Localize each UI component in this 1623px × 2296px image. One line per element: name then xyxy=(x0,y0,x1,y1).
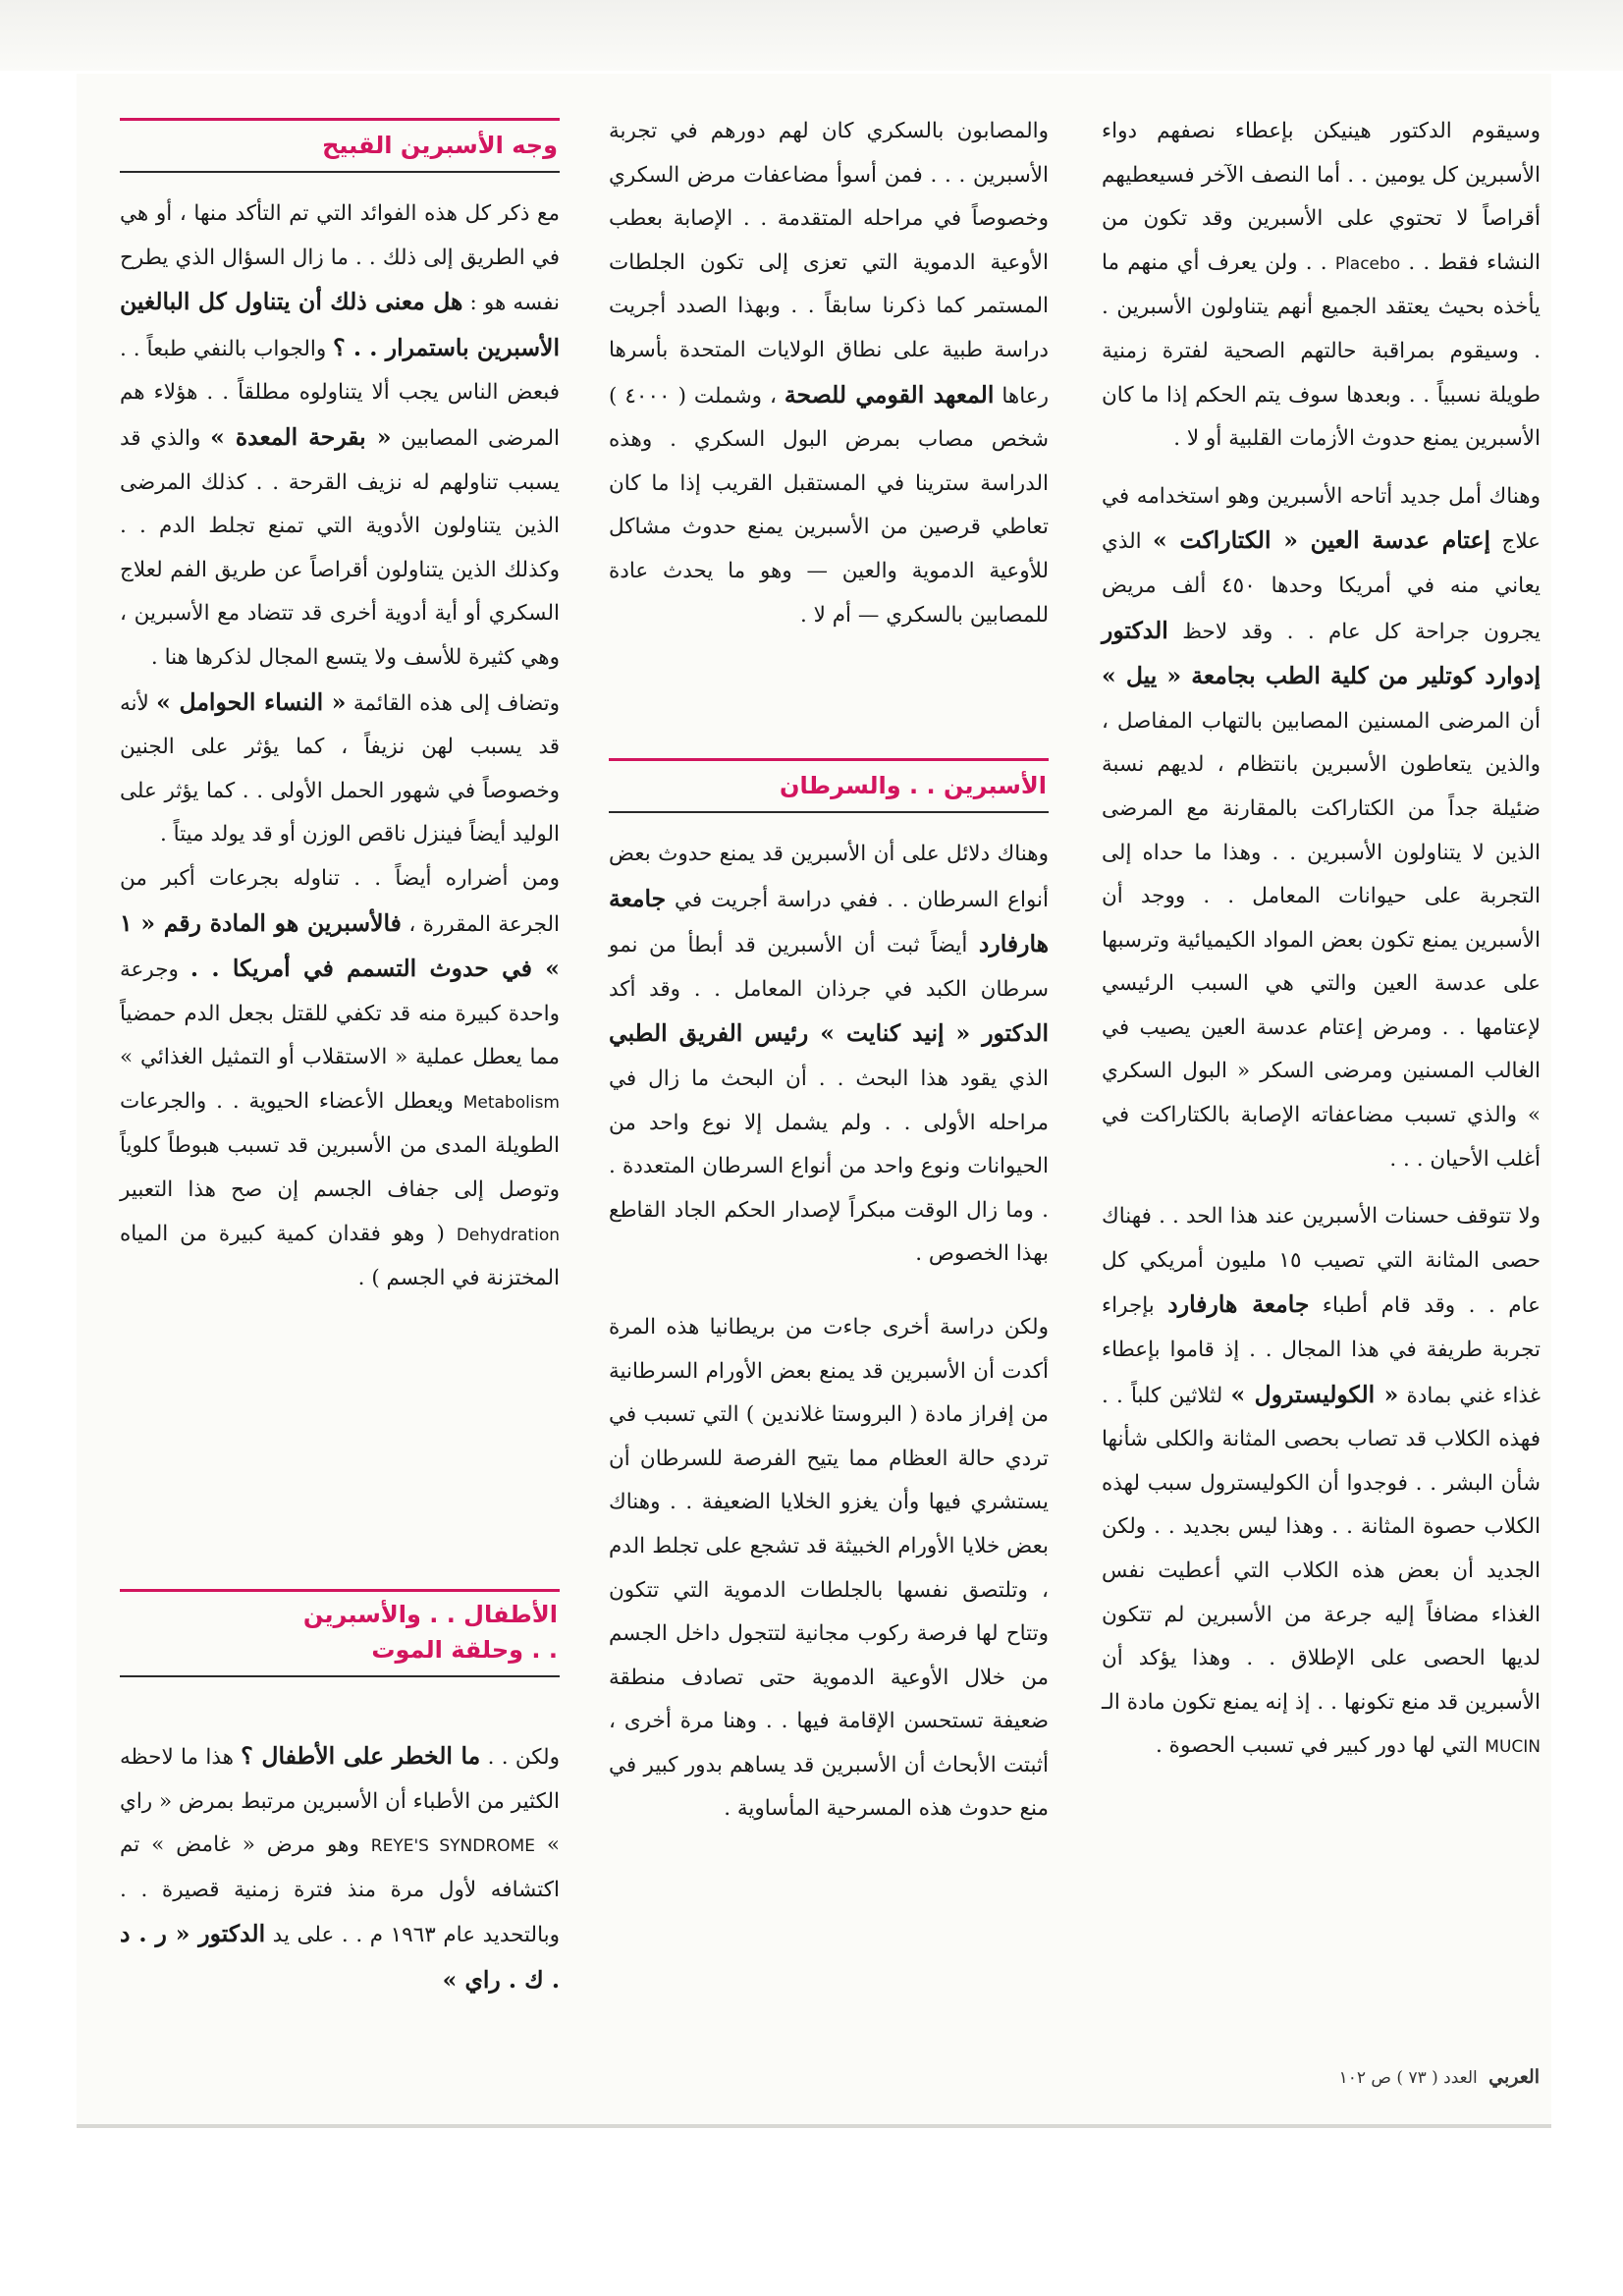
emphasis: الدكتور « إنيد كنايت » رئيس الفريق الطبي xyxy=(609,1019,1049,1048)
emphasis: « بقرحة المعدة » xyxy=(210,422,392,451)
latin-term: Metabolism xyxy=(462,1092,560,1113)
article-column-right xyxy=(1102,110,1541,1770)
emphasis: ما الخطر على الأطفال ؟ xyxy=(241,1742,481,1770)
article-column-middle-lower xyxy=(609,833,1049,1831)
page-footer xyxy=(1257,2066,1540,2088)
paragraph: وسيقوم الدكتور هينيكن بإعطاء نصفهم دواء الأسبرين كل يومين . . أما النصف الآخر فسيعطيهم أقراصاً لا تحتوي على الأسبرين وقد تكون من النشاء فقط . . Placebo . . ولن يعرف أي منهم ما يأخذه بحيث يعتقد الجميع أنهم يتناولون الأسبرين . . وسيقوم بمراقبة حالتهم الصحية لفترة زمنية طويلة نسبياً . . وبعدها سوف يتم الحكم إذا ما كان الأسبرين يمنع حدوث الأزمات القلبية أو لا . xyxy=(1102,119,1541,452)
heading-line: . . وحلقة الموت xyxy=(371,1636,558,1664)
issue-page-number: العدد ( ٧٣ ) ص ١٠٢ xyxy=(1338,2068,1478,2088)
emphasis: جامعة هارفارد xyxy=(1167,1290,1310,1319)
paragraph: والمصابون بالسكري كان لهم دورهم في تجربة الأسبرين . . . فمن أسوأ مضاعفات مرض السكري وخصوصاً في مراحله المتقدمة . . الإصابة بعطب الأوعية الدموية التي تعزى إلى تكون الجلطات المستمر كما ذكرنا سابقاً . . وبهذا الصدد أجريت دراسة طبية على نطاق الولايات المتحدة بأسرها رعاها المعهد القومي للصحة ، وشملت ( ٤٠٠٠ ) شخص مصاب بمرض البول السكري . وهذه الدراسة سترينا في المستقبل القريب إذا ما كان تعاطي قرصين من الأسبرين يمنع حدوث مشاكل للأوعية الدموية والعين — وهو ما يحدث عادة للمصابين بالسكري — أم لا . xyxy=(609,119,1050,628)
section-rule-bottom xyxy=(609,811,1049,813)
section-heading-ugly-face: وجه الأسبرين القبيح xyxy=(322,132,558,159)
article-column-left-lower xyxy=(120,1734,560,2004)
section-heading-cancer: الأسبرين . . والسرطان xyxy=(780,772,1047,799)
section-heading-children xyxy=(120,1597,558,1667)
section-rule-top xyxy=(609,758,1049,761)
paragraph: وهناك دلائل على أن الأسبرين قد يمنع حدوث بعض أنواع السرطان . . ففي دراسة أجريت في جامعة هارفارد أيضاً ثبت أن الأسبرين قد أبطأ من نمو سرطان الكبد في جرذان المعامل . . وقد أكد الدكتور « إنيد كنايت » رئيس الفريق الطبي الذي يقود هذا البحث . . أن البحث ما زال في مراحله الأولى . . ولم يشمل إلا نوع واحد من الحيوانات ونوع واحد من أنواع السرطان المتعددة . . وما زال الوقت مبكراً لإصدار الحكم الجاد القاطع بهذا الخصوص . xyxy=(609,842,1050,1267)
section-rule-top xyxy=(120,118,560,121)
emphasis: المعهد القومي للصحة xyxy=(784,380,995,409)
emphasis: الدكتور إدوارد كوتلير من كلية الطب بجامعة « ييل » xyxy=(1102,616,1541,690)
section-rule-bottom xyxy=(120,1675,560,1677)
paragraph: ومن أضراره أيضاً . . تناوله بجرعات أكبر من الجرعة المقررة ، فالأسبرين هو المادة رقم « ١ » في حدوث التسمم في أمريكا . . وجرعة واحدة كبيرة منه قد تكفي للقتل بجعل الدم حمضياً مما يعطل عملية « الاستقلاب أو التمثيل الغذائي » Metabolism ويعطل الأعضاء الحيوية . . والجرعات الطويلة المدى من الأسبرين قد تسبب هبوطاً كلوياً وتوصل إلى جفاف الجسم إن صح هذا التعبير Dehydration ( وهو فقدان كمية كبيرة من المياه المختزنة في الجسم ) . xyxy=(120,865,560,1291)
latin-term: MUCIN xyxy=(1485,1737,1541,1758)
emphasis: « الكوليسترول » xyxy=(1230,1380,1399,1408)
article-column-left xyxy=(120,192,560,1301)
section-rule-bottom xyxy=(120,171,560,173)
emphasis: إعتام عدسة العين « الكتاراكت » xyxy=(1153,526,1491,555)
emphasis: « النساء الحوامل » xyxy=(156,687,347,716)
latin-term: Dehydration xyxy=(456,1225,560,1245)
section-rule-top xyxy=(120,1589,560,1592)
heading-line: الأطفال . . والأسبرين xyxy=(302,1601,558,1628)
page-fold-bottom xyxy=(77,2124,1551,2128)
paragraph: وتضاف إلى هذه القائمة « النساء الحوامل » لأنه قد يسبب لهن نزيفاً ، كما يؤثر على الجنين وخصوصاً في شهور الحمل الأولى . . كما يؤثر على الوليد أيضاً فينزل ناقص الوزن أو قد يولد ميتاً . xyxy=(120,687,560,847)
paragraph: ولكن . . ما الخطر على الأطفال ؟ هذا ما لاحظه الكثير من الأطباء أن الأسبرين مرتبط بمرض « راي » REYE'S SYNDROME وهو مرض « غامض » تم اكتشافه لأول مرة منذ فترة زمنية قصيرة . . وبالتحديد عام ١٩٦٣ م . . على يد الدكتور « ر . د . ك . راي » xyxy=(120,1742,560,1994)
paragraph: مع ذكر كل هذه الفوائد التي تم التأكد منها ، أو هي في الطريق إلى ذلك . . ما زال السؤال الذي يطرح نفسه هو : هل معنى ذلك أن يتناول كل البالغين الأسبرين باستمرار . . ؟ والجواب بالنفي طبعاً . . فبعض الناس يجب ألا يتناولوه مطلقاً . . هؤلاء هم المرضى المصابين « بقرحة المعدة » والذي قد يسبب تناولهم له نزيف القرحة . . كذلك المرضى الذين يتناولون الأدوية التي تمنع تجلط الدم . . وكذلك الذين يتناولون أقراصاً عن طريق الفم لعلاج السكري أو أية أدوية أخرى قد تتضاد مع الأسبرين ، وهي كثيرة للأسف ولا يتسع المجال لذكرها هنا . xyxy=(120,201,560,670)
emphasis: هل معنى ذلك أن يتناول كل البالغين الأسبرين باستمرار . . ؟ xyxy=(120,288,560,361)
emphasis: جامعة هارفارد xyxy=(609,884,1049,958)
page-fold-top xyxy=(0,0,1623,71)
emphasis: فالأسبرين هو المادة رقم « ١ » في حدوث التسمم في أمريكا . . xyxy=(120,908,560,983)
paragraph: وهناك أمل جديد أتاحه الأسبرين وهو استخدامه في علاج إعتام عدسة العين « الكتاراكت » الذي يعاني منه في أمريكا وحدها ٤٥٠ ألف مريض يجرون جراحة كل عام . . وقد لاحظ الدكتور إدوارد كوتلير من كلية الطب بجامعة « ييل » أن المرضى المسنين المصابين بالتهاب المفاصل ، والذين يتعاطون الأسبرين بانتظام ، لديهم نسبة ضئيلة جداً من الكتاراكت بالمقارنة مع المرضى الذين لا يتناولون الأسبرين . . وهذا ما حداه إلى التجربة على حيوانات المعامل . . ووجد أن الأسبرين يمنع تكون بعض المواد الكيميائية وترسبها على عدسة العين والتي هي السبب الرئيسي لإعتامها . . ومرض إعتام عدسة العين يصيب في الغالب المسنين ومرضى السكر « البول السكري » والذي تسبب مضاعفاته الإصابة بالكتاراكت في أغلب الأحيان . . . xyxy=(1102,483,1541,1172)
paragraph: ولا تتوقف حسنات الأسبرين عند هذا الحد . . فهناك حصى المثانة التي تصيب ١٥ مليون أمريكي كل عام . . وقد قام أطباء جامعة هارفارد بإجراء تجربة طريفة في هذا المجال . . إذ قاموا بإعطاء غذاء غني بمادة « الكوليسترول » لثلاثين كلباً . . فهذه الكلاب قد تصاب بحصى المثانة والكلى شأنها شأن البشر . . فوجدوا أن الكوليسترول سبب لهذه الكلاب حصوة المثانة . . وهذا ليس بجديد . . ولكن الجديد أن بعض هذه الكلاب التي أعطيت نفس الغذاء مضافاً إليه جرعة من الأسبرين لم تتكون لديها الحصى على الإطلاق . . وهذا يؤكد أن الأسبرين قد منع تكونها . . إذ إنه يمنع تكون مادة الـ MUCIN التي لها دور كبير في تسبب الحصوة . xyxy=(1102,1204,1542,1759)
paragraph: ولكن دراسة أخرى جاءت من بريطانيا هذه المرة أكدت أن الأسبرين قد يمنع بعض الأورام السرطانية من إفراز مادة ( البروستا غلاندين ) التي تسبب في تردي حالة العظام مما يتيح الفرصة للسرطان أن يستشري فيها وأن يغزو الخلايا الضعيفة . . وهناك بعض خلايا الأورام الخبيثة قد تشجع على تجلط الدم ، وتلتصق نفسها بالجلطات الدموية التي تتكون وتتاح لها فرصة ركوب مجانية لتتجول داخل الجسم من خلال الأوعية الدموية حتى تصادف منطقة ضعيفة تستحسن الإقامة فيها . . وهنا مرة أخرى ، أثبتت الأبحاث أن الأسبرين قد يساهم بدور كبير في منع حدوث هذه المسرحية المأساوية . xyxy=(609,1314,1049,1822)
emphasis: الدكتور « ر . د . ك . راي » xyxy=(120,1920,560,1994)
article-column-middle xyxy=(609,110,1049,637)
magazine-name: العربي xyxy=(1488,2066,1540,2088)
latin-term: Placebo xyxy=(1334,253,1401,274)
latin-term: REYE'S SYNDROME xyxy=(370,1836,535,1857)
